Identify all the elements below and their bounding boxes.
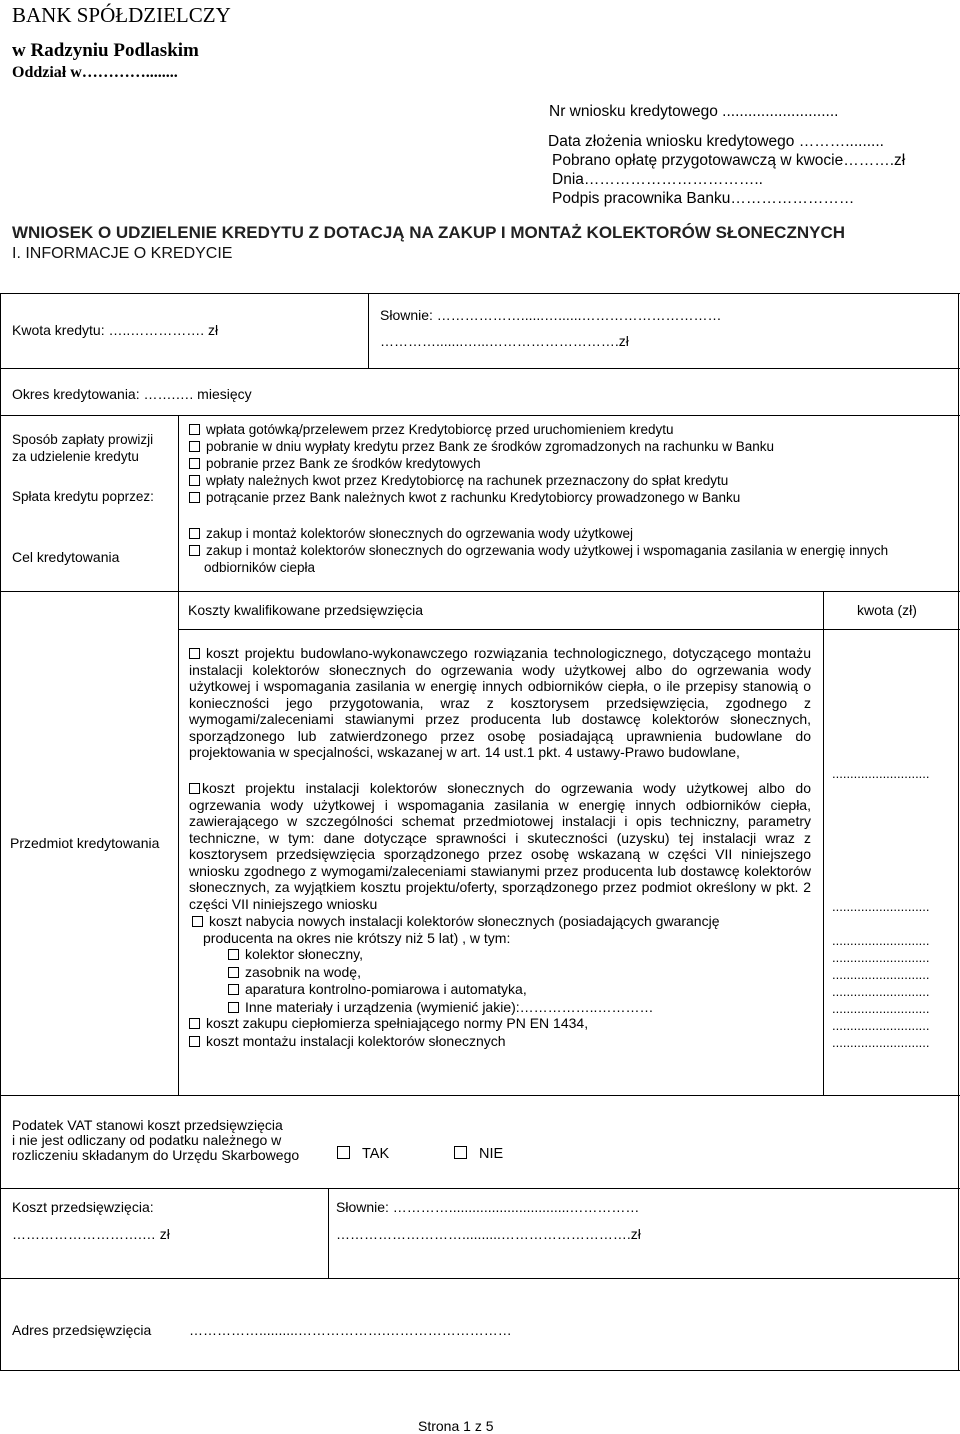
cost-item-purchase-text: koszt nabycia nowych instalacji kolektorów słonecznych (posiadających gwarancję xyxy=(209,913,720,929)
row-divider xyxy=(0,1278,960,1279)
vat-line: i nie jest odliczany od podatku należnego w xyxy=(12,1132,282,1148)
row-divider xyxy=(0,1095,960,1096)
project-cost-words-line2[interactable]: ………………………..........……………………….zł xyxy=(336,1226,641,1242)
table-bottom-border xyxy=(0,1370,960,1371)
checkbox[interactable] xyxy=(189,1018,200,1029)
commission-option[interactable] xyxy=(189,438,774,455)
employee-signature: Podpis pracownika Banku…………………… xyxy=(552,190,855,207)
cost-item-project-text: koszt projektu budowlano-wykonawczego rozwiązania technologicznego, dotyczącego montażu instalacji kolektorów słonecznych do ogrzewania wody użytkowej albo do ogrzewania wody użytkowej i wspomagania zasilania w energię innych odbiorników ciepła, o ile przepisy stanowią o konieczności jego przygotowania, wraz z kosztorysem przedsięwzięcia, zgodnego z wymogami/zaleceniami stawianymi przez producenta lub dostawcę kolektorów słonecznych, sporządzonego lub zatwierdzonego przez osobę posiadającą uprawnienia budowlane do projektowania w specjalności, wskazanej w art. 14 ust.1 pkt. 4 ustawy-Prawo budowlane, xyxy=(189,645,811,760)
checkbox[interactable] xyxy=(228,949,239,960)
subitem-automation[interactable] xyxy=(228,981,653,999)
commission-option-label: pobranie w dniu wypłaty kredytu przez Bank ze środków zgromadzonych na rachunku w Banku xyxy=(206,439,775,454)
vat-yes-option[interactable] xyxy=(337,1146,389,1162)
costs-header: Koszty kwalifikowane przedsięwzięcia xyxy=(188,602,423,618)
checkbox[interactable] xyxy=(454,1146,467,1159)
purchase-subitems xyxy=(228,946,653,1016)
subitem-collector[interactable] xyxy=(228,946,653,964)
row-divider xyxy=(178,629,960,630)
amount-field[interactable]: ........................... xyxy=(832,950,930,965)
row-divider xyxy=(0,591,960,592)
row-divider xyxy=(0,415,960,416)
checkbox[interactable] xyxy=(189,424,200,435)
checkbox[interactable] xyxy=(189,1036,200,1047)
subitem-other[interactable] xyxy=(228,999,653,1017)
purpose-option-continuation: odbiorników ciepła xyxy=(204,560,316,575)
row-divider xyxy=(0,1188,960,1189)
vat-line: rozliczeniu składanym do Urzędu Skarbowego xyxy=(12,1147,300,1163)
commission-option[interactable] xyxy=(189,421,774,438)
cost-items-final xyxy=(189,1015,588,1050)
cost-item-heat-meter[interactable] xyxy=(189,1015,588,1033)
page-number: Strona 1 z 5 xyxy=(418,1418,494,1434)
checkbox[interactable] xyxy=(228,984,239,995)
purpose-option-label: zakup i montaż kolektorów słonecznych do ogrzewania wody użytkowej xyxy=(206,526,633,541)
amount-field[interactable]: ........................... xyxy=(832,984,930,999)
amount-field[interactable]: ........................... xyxy=(832,967,930,982)
subitem-label: Inne materiały i urządzenia (wymienić jakie):……………..………… xyxy=(245,998,654,1015)
cost-item-purchase[interactable] xyxy=(192,913,719,947)
cost-item-installation-project-text: koszt projektu instalacji kolektorów słonecznych do ogrzewania wody użytkowej albo do ogrzewania wody użytkowej i wspomagania zasilania w energię innych odbiorników ciepła, zawierającego w szczególności schemat przedmiotowej instalacji i opis techniczny, parametry techniczne, w tym: dane dotyczące sprawności i skuteczności (uzysku) tej instalacji wraz z kosztorysem przedsięwzięcia sporządzonego przez osobę wskazaną w części VII niniejszego wniosku zgodnego z wymogami/zaleceniami stawianymi przez producenta lub dostawcę kolektorów słonecznych, za wyjątkiem kosztu projektu/oferty, sporządzonego przez podmiot określony w pkt. 2 części VII niniejszego wniosku xyxy=(189,780,811,912)
checkbox[interactable] xyxy=(189,492,200,503)
repayment-options xyxy=(189,472,740,506)
repayment-option-label: potrącanie przez Bank należnych kwot z rachunku Kredytobiorcy prowadzonego w Banku xyxy=(206,490,741,505)
application-number: Nr wniosku kredytowego ........................... xyxy=(549,103,839,120)
vat-no-label: NIE xyxy=(479,1146,504,1162)
credit-amount-words[interactable]: Słownie: ………………......…......………………………… xyxy=(380,307,722,323)
cost-item-heat-meter-text: koszt zakupu ciepłomierza spełniającego normy PN EN 1434, xyxy=(206,1015,589,1031)
purpose-label: Cel kredytowania xyxy=(12,549,120,565)
checkbox[interactable] xyxy=(189,648,200,659)
amount-field[interactable]: ........................... xyxy=(832,1035,930,1050)
vat-question xyxy=(12,1118,299,1163)
checkbox[interactable] xyxy=(189,458,200,469)
column-divider xyxy=(823,591,824,1095)
commission-option-label: pobranie przez Bank ze środków kredytowych xyxy=(206,456,481,471)
section-title: I. INFORMACJE O KREDYCIE xyxy=(12,245,233,262)
form-title: WNIOSEK O UDZIELENIE KREDYTU Z DOTACJĄ NA ZAKUP I MONTAŻ KOLEKTORÓW SŁONECZNYCH xyxy=(12,223,845,242)
checkbox[interactable] xyxy=(189,783,200,794)
repayment-option[interactable] xyxy=(189,472,740,489)
column-divider xyxy=(368,293,369,368)
credit-period[interactable]: Okres kredytowania: …….…. miesięcy xyxy=(12,386,252,402)
amount-field[interactable]: ........................... xyxy=(832,933,930,948)
amount-field[interactable]: ........................... xyxy=(832,899,930,914)
purpose-option[interactable] xyxy=(189,542,888,559)
commission-label-line2: za udzielenie kredytu xyxy=(12,449,139,464)
subitem-label: kolektor słoneczny, xyxy=(245,946,364,962)
cost-item-assembly[interactable] xyxy=(189,1033,588,1051)
table-left-border xyxy=(0,293,1,1370)
credit-amount[interactable]: Kwota kredytu: …..……………. zł xyxy=(12,322,219,338)
bank-branch: Oddział w…………........ xyxy=(12,64,178,81)
checkbox[interactable] xyxy=(337,1146,350,1159)
address-field[interactable]: ……………..........……………….……………………… xyxy=(189,1322,512,1338)
purpose-options xyxy=(189,525,888,576)
amount-field[interactable]: ........................... xyxy=(832,1001,930,1016)
purpose-option[interactable] xyxy=(189,525,888,542)
vat-yes-label: TAK xyxy=(362,1146,390,1162)
column-divider xyxy=(328,1188,329,1278)
repayment-label: Spłata kredytu poprzez: xyxy=(12,489,154,504)
table-right-border xyxy=(958,293,959,1370)
amount-header: kwota (zł) xyxy=(857,602,917,618)
subitem-label: zasobnik na wodę, xyxy=(245,963,361,980)
project-cost-label: Koszt przedsięwzięcia: xyxy=(12,1199,154,1215)
subitem-tank[interactable] xyxy=(228,964,653,982)
project-cost-value[interactable]: ……………………….… zł xyxy=(12,1226,170,1242)
project-cost-words[interactable]: Słownie: …………...............................…………… xyxy=(336,1199,640,1215)
checkbox[interactable] xyxy=(189,441,200,452)
fee-date: Dnia…………………………….. xyxy=(552,171,763,188)
checkbox[interactable] xyxy=(228,967,239,978)
repayment-option-label: wpłaty należnych kwot przez Kredytobiorcę na rachunek przeznaczony do spłat kredytu xyxy=(206,473,729,488)
repayment-option[interactable] xyxy=(189,489,740,506)
cost-item-assembly-text: koszt montażu instalacji kolektorów słonecznych xyxy=(206,1032,506,1049)
subject-label: Przedmiot kredytowania xyxy=(10,835,160,851)
subitem-label: aparatura kontrolno-pomiarowa i automatyka, xyxy=(245,981,527,997)
checkbox[interactable] xyxy=(189,528,200,539)
commission-label xyxy=(12,431,153,465)
commission-option[interactable] xyxy=(189,455,774,472)
fee-collected: Pobrano opłatę przygotowawczą w kwocie……….zł xyxy=(552,152,906,169)
bank-city: w Radzyniu Podlaskim xyxy=(12,40,199,61)
checkbox[interactable] xyxy=(228,1002,239,1013)
commission-options xyxy=(189,421,774,472)
commission-option-label: wpłata gotówką/przelewem przez Kredytobiorcę przed uruchomieniem kredytu xyxy=(206,422,674,437)
credit-amount-words-line2[interactable]: ………….......…...……………………….zł xyxy=(380,333,629,349)
vat-no-option[interactable] xyxy=(454,1146,503,1162)
vat-line: Podatek VAT stanowi koszt przedsięwzięcia xyxy=(12,1117,283,1133)
amount-field[interactable]: ........................... xyxy=(832,766,930,781)
checkbox[interactable] xyxy=(189,545,200,556)
row-divider xyxy=(0,368,960,369)
purpose-option-label: zakup i montaż kolektorów słonecznych do ogrzewania wody użytkowej i wspomagania zasilania w energię innych xyxy=(206,543,889,558)
commission-label-line1: Sposób zapłaty prowizji xyxy=(12,432,154,447)
cost-item-project[interactable] xyxy=(189,645,811,761)
cost-item-purchase-continuation: producenta na okres nie krótszy niż 5 lat) , w tym: xyxy=(203,930,511,946)
column-divider xyxy=(178,415,179,1095)
checkbox[interactable] xyxy=(192,916,203,927)
table-top-border xyxy=(0,293,960,294)
cost-item-installation-project[interactable] xyxy=(189,780,811,912)
amount-field[interactable]: ........................... xyxy=(832,1018,930,1033)
submission-date: Data złożenia wniosku kredytowego ………......... xyxy=(548,133,884,150)
address-label: Adres przedsięwzięcia xyxy=(12,1322,152,1338)
bank-name: BANK SPÓŁDZIELCZY xyxy=(12,3,231,27)
checkbox[interactable] xyxy=(189,475,200,486)
